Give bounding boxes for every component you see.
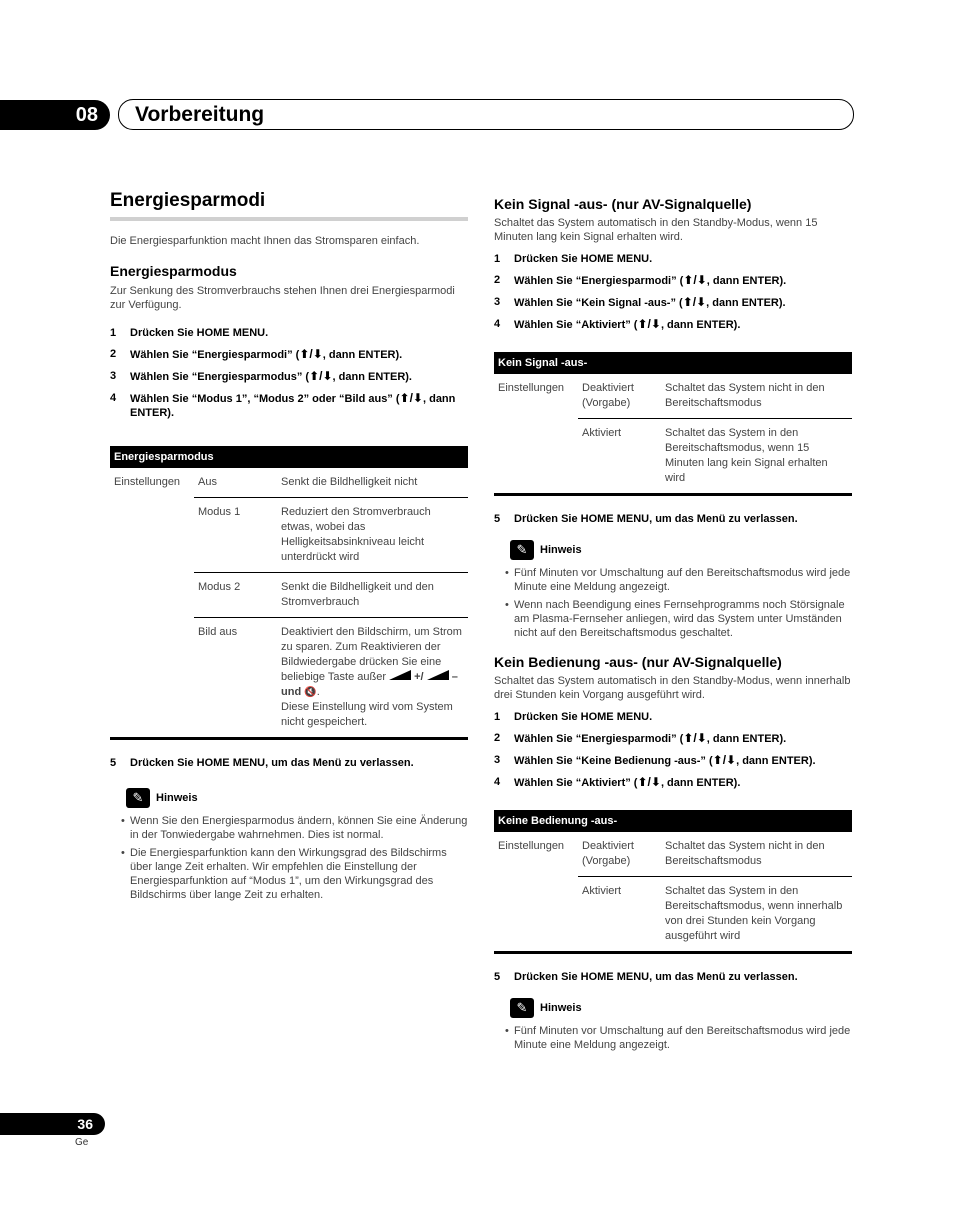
- table-row: Einstellungen Deaktiviert (Vorgabe) Schaltet das System nicht in den Bereitschaftsmodus: [494, 374, 852, 419]
- table-row: Aktiviert Schaltet das System in den Bereitschaftsmodus, wenn 15 Minuten lang kein Signal erhalten wird: [494, 419, 852, 495]
- step-item: 1 Drücken Sie HOME MENU.: [494, 253, 653, 265]
- step-item: 5 Drücken Sie HOME MENU, um das Menü zu verlassen.: [494, 971, 798, 983]
- hint-header: ✎ Hinweis: [510, 998, 852, 1018]
- step-5: [494, 512, 852, 526]
- chapter-number-badge: 08: [0, 100, 110, 130]
- hint-list: [494, 566, 852, 640]
- step-item: 1 Drücken Sie HOME MENU.: [494, 711, 653, 723]
- up-down-arrow-icon: ⬆/⬇: [683, 273, 707, 287]
- table-row: Modus 2 Senkt die Bildhelligkeit und den Stromverbrauch: [110, 573, 468, 618]
- table-header: Keine Bedienung -aus-: [494, 810, 852, 832]
- step-5: [494, 970, 852, 984]
- hint-header: ✎ Hinweis: [510, 540, 852, 560]
- subsection-title: Kein Bedienung -aus- (nur AV-Signalquelle): [494, 654, 782, 670]
- step-item: 2 Wählen Sie “Energiesparmodi” (⬆/⬇, dann ENTER).: [494, 731, 787, 745]
- up-down-arrow-icon: ⬆/⬇: [637, 775, 661, 789]
- right-column: [494, 196, 852, 1056]
- page-number-badge: 36: [0, 1113, 105, 1135]
- table-row: Bild aus Deaktiviert den Bildschirm, um Strom zu sparen. Zum Reaktivieren der Bildwiedergabe drücken Sie eine beliebige Taste außer +/ – und 🔇. Diese Einstellung wird vom System nicht gespeichert.: [110, 618, 468, 739]
- table-header: Energiesparmodus: [110, 446, 468, 468]
- step-item: 2 Wählen Sie “Energiesparmodi” (⬆/⬇, dann ENTER).: [494, 273, 787, 287]
- steps-list: [110, 326, 468, 420]
- table-row: Aktiviert Schaltet das System in den Bereitschaftsmodus, wenn innerhalb von drei Stunden kein Vorgang ausgeführt wird: [494, 877, 852, 953]
- step-item: 4 Wählen Sie “Aktiviert” (⬆/⬇, dann ENTER).: [494, 775, 741, 789]
- subsection-text: Zur Senkung des Stromverbrauchs stehen Ihnen drei Energiesparmodi zur Verfügung.: [110, 285, 455, 311]
- hint-list: [110, 814, 468, 902]
- up-down-arrow-icon: ⬆/⬇: [712, 753, 737, 767]
- up-down-arrow-icon: ⬆/⬇: [637, 317, 661, 331]
- table-header: Kein Signal -aus-: [494, 352, 852, 374]
- hint-item: • Die Energiesparfunktion kann den Wirkungsgrad des Bildschirms über lange Zeit erhalten. Wir empfehlen die Einstellung der Energiesparfunktion auf “Modus 1”, um den Wirkungsgrad des Bildschirms über lange Zeit zu erhalten.: [110, 846, 468, 902]
- chapter-title: Vorbereitung: [135, 103, 265, 126]
- up-down-arrow-icon: ⬆/⬇: [683, 731, 707, 745]
- section-title: Energiesparmodi: [110, 190, 468, 221]
- settings-table: [494, 810, 852, 954]
- step-item: 3 Wählen Sie “Keine Bedienung -aus-” (⬆/⬇, dann ENTER).: [494, 753, 816, 767]
- volume-down-icon: [427, 670, 449, 680]
- step-item: 5 Drücken Sie HOME MENU, um das Menü zu verlassen.: [110, 757, 414, 769]
- hint-list: [494, 1024, 852, 1052]
- step-item: 4 Wählen Sie “Aktiviert” (⬆/⬇, dann ENTER).: [494, 317, 741, 331]
- hint-item: • Fünf Minuten vor Umschaltung auf den Bereitschaftsmodus wird jede Minute eine Meldung angezeigt.: [494, 1024, 852, 1052]
- pencil-icon: ✎: [510, 998, 534, 1018]
- pencil-icon: ✎: [126, 788, 150, 808]
- hint-item: • Wenn Sie den Energiesparmodus ändern, können Sie eine Änderung in der Tonwiedergabe wahrnehmen. Dies ist normal.: [110, 814, 468, 842]
- hint-item: • Wenn nach Beendigung eines Fernsehprogramms noch Störsignale am Plasma-Fernseher anliegen, wird das System unter Umständen nicht auf den Bereitschaftsmodus geschaltet.: [494, 598, 852, 640]
- chapter-title-frame: [118, 99, 854, 130]
- subsection-text: Schaltet das System automatisch in den Standby-Modus, wenn innerhalb drei Stunden kein Vorgang ausgeführt wird.: [494, 675, 851, 701]
- up-down-arrow-icon: ⬆/⬇: [299, 347, 323, 361]
- steps-list: [494, 252, 852, 332]
- subsection-text: Schaltet das System automatisch in den Standby-Modus, wenn 15 Minuten lang kein Signal erhalten wird.: [494, 217, 818, 243]
- settings-table: [494, 352, 852, 496]
- pencil-icon: ✎: [510, 540, 534, 560]
- mute-icon: 🔇: [304, 687, 317, 698]
- settings-table: [110, 446, 468, 740]
- up-down-arrow-icon: ⬆/⬇: [399, 391, 423, 405]
- step-item: 1 Drücken Sie HOME MENU.: [110, 327, 269, 339]
- hint-item: • Fünf Minuten vor Umschaltung auf den Bereitschaftsmodus wird jede Minute eine Meldung angezeigt.: [494, 566, 852, 594]
- subsection-title: Kein Signal -aus- (nur AV-Signalquelle): [494, 196, 752, 212]
- up-down-arrow-icon: ⬆/⬇: [309, 369, 333, 383]
- step-item: 3 Wählen Sie “Energiesparmodus” (⬆/⬇, dann ENTER).: [110, 369, 412, 383]
- steps-list: [494, 710, 852, 790]
- table-row: Modus 1 Reduziert den Stromverbrauch etwas, wobei das Helligkeitsabsinkniveau leicht unterdrückt wird: [110, 498, 468, 573]
- step-item: 2 Wählen Sie “Energiesparmodi” (⬆/⬇, dann ENTER).: [110, 347, 403, 361]
- table-row: Einstellungen Aus Senkt die Bildhelligkeit nicht: [110, 468, 468, 498]
- subsection-title: Energiesparmodus: [110, 263, 237, 279]
- language-code: Ge: [75, 1137, 89, 1148]
- step-item: 3 Wählen Sie “Kein Signal -aus-” (⬆/⬇, dann ENTER).: [494, 295, 786, 309]
- volume-up-icon: [389, 670, 411, 680]
- hint-header: ✎ Hinweis: [126, 788, 468, 808]
- step-item: 5 Drücken Sie HOME MENU, um das Menü zu verlassen.: [494, 513, 798, 525]
- section-intro: Die Energiesparfunktion macht Ihnen das Stromsparen einfach.: [110, 235, 420, 247]
- left-column: [110, 190, 468, 906]
- up-down-arrow-icon: ⬆/⬇: [682, 295, 707, 309]
- step-item: 4 Wählen Sie “Modus 1”, “Modus 2” oder “Bild aus” (⬆/⬇, dann ENTER).: [110, 391, 456, 419]
- table-row: Einstellungen Deaktiviert (Vorgabe) Schaltet das System nicht in den Bereitschaftsmodus: [494, 832, 852, 877]
- step-5: [110, 756, 468, 770]
